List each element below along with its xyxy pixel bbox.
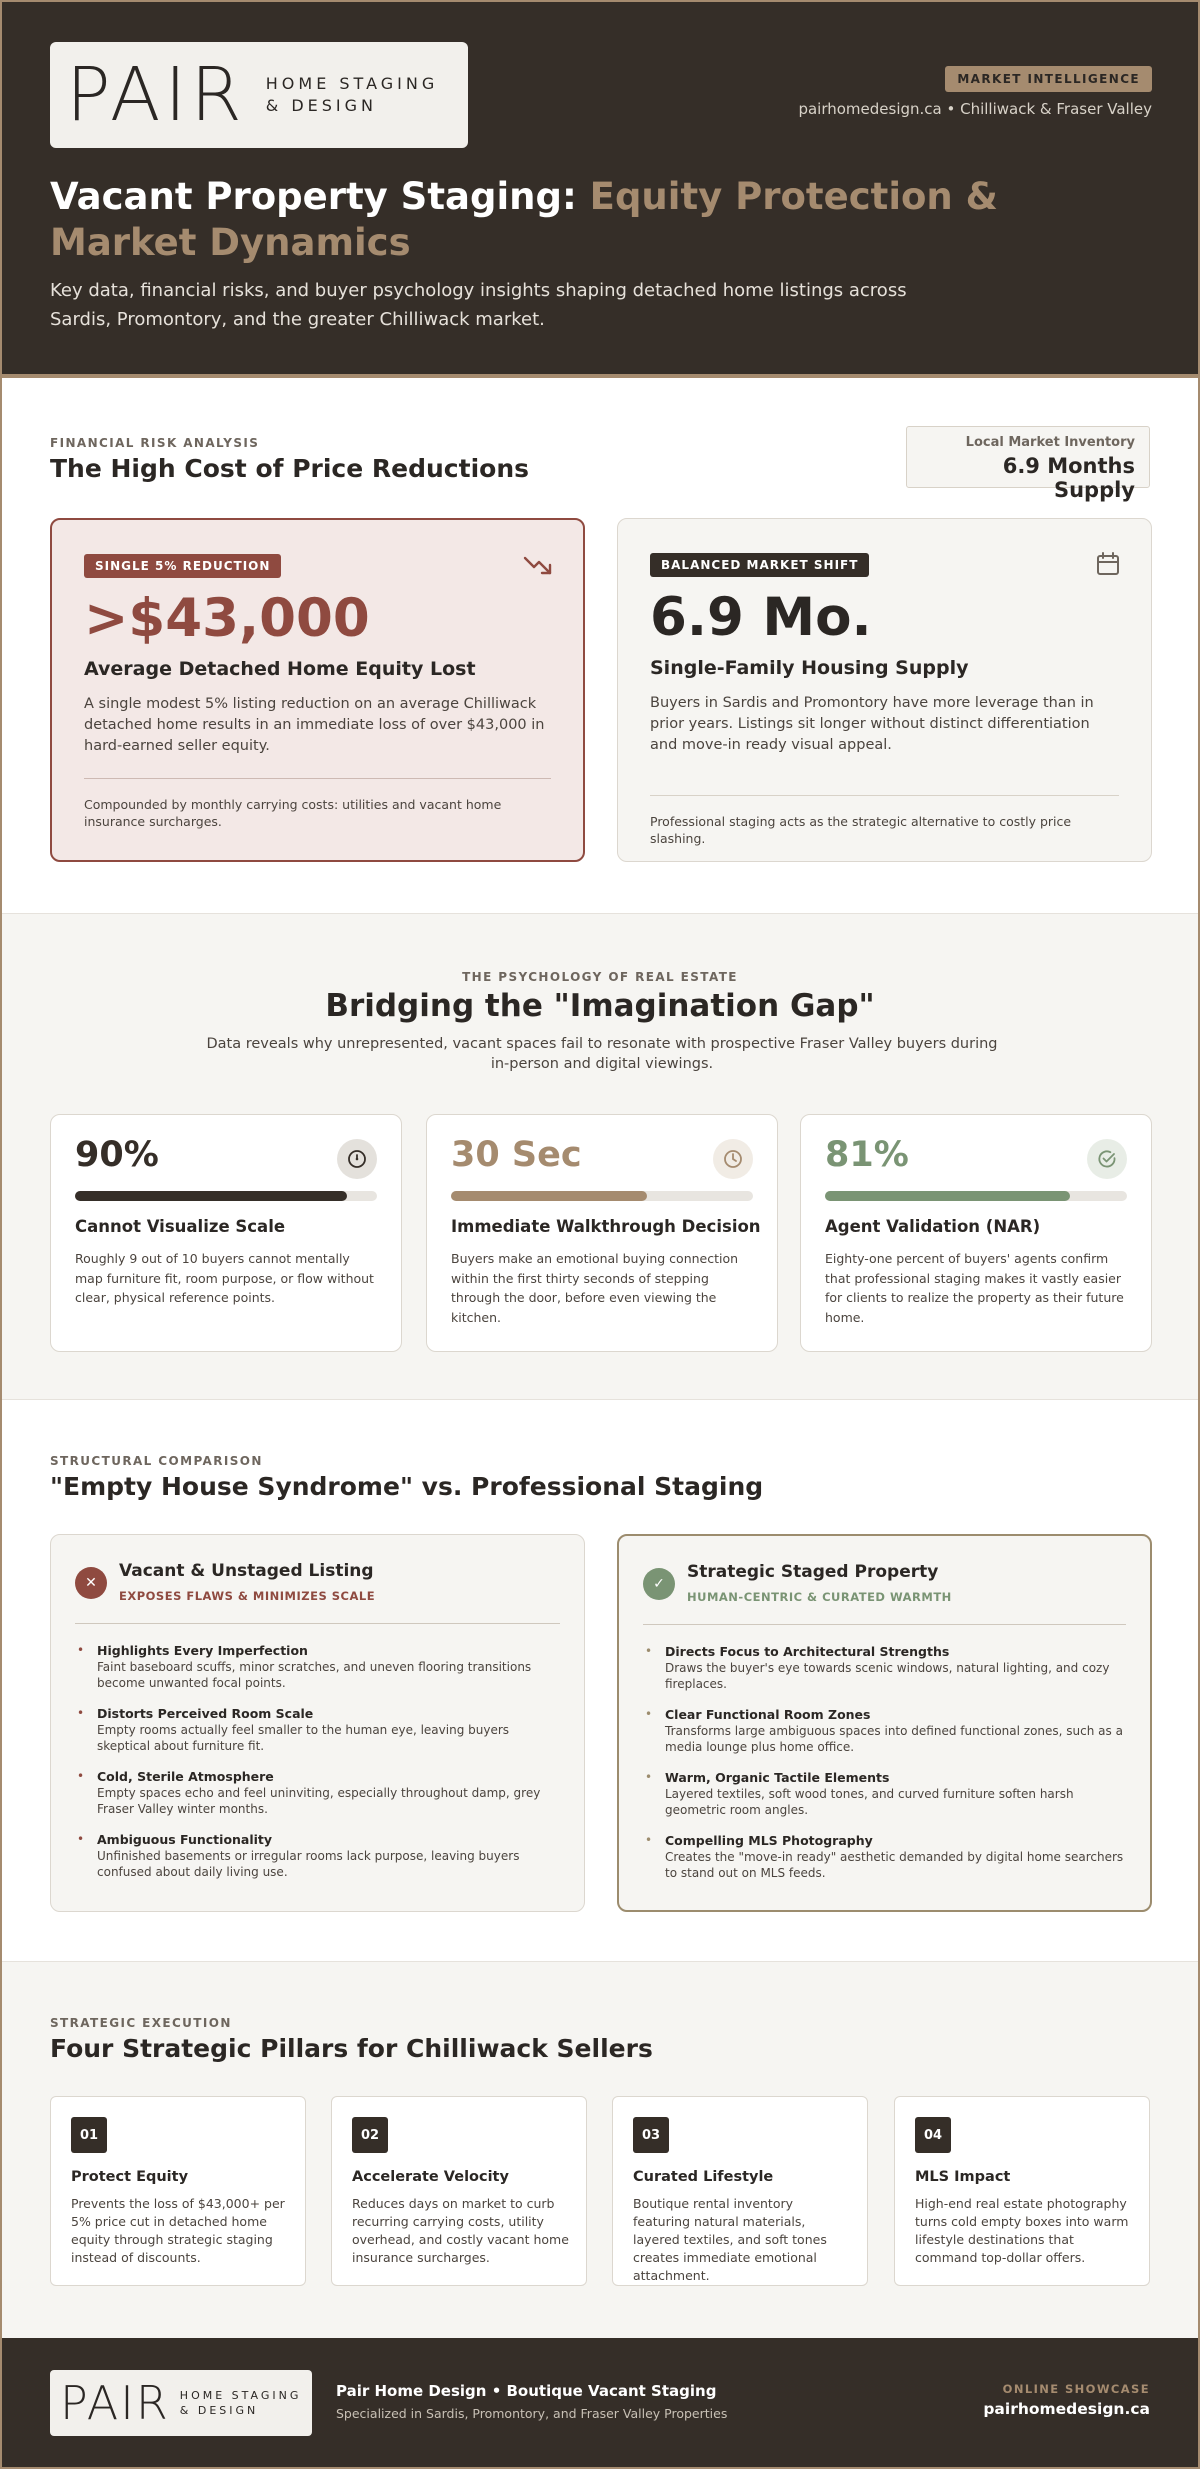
vacant-listing-panel xyxy=(50,1534,585,1912)
footer-website-link[interactable]: pairhomedesign.ca xyxy=(983,2400,1150,2418)
x-icon: ✕ xyxy=(75,1567,107,1599)
psychology-section xyxy=(2,914,1198,1400)
header xyxy=(2,2,1198,378)
bullet-icon: • xyxy=(77,1832,85,1846)
bullet-icon: • xyxy=(645,1707,653,1721)
housing-supply-card xyxy=(617,518,1152,862)
section-title: The High Cost of Price Reductions xyxy=(50,454,530,483)
pillar-text: Prevents the loss of $43,000+ per 5% price cut in detached home equity through strategic staging instead of discounts. xyxy=(71,2196,285,2265)
panel-subtitle: EXPOSES FLAWS & MINIMIZES SCALE xyxy=(119,1589,376,1603)
card-text: A single modest 5% listing reduction on an average Chilliwack detached home results in an immediate loss of over $43,000 in hard-earned seller equity. xyxy=(84,696,545,754)
pillar-number: 03 xyxy=(633,2117,669,2153)
pillar-number: 04 xyxy=(915,2117,951,2153)
stat-title: Immediate Walkthrough Decision xyxy=(451,1217,761,1236)
pillar-title: Accelerate Velocity xyxy=(352,2169,509,2185)
card-tag: BALANCED MARKET SHIFT xyxy=(650,553,869,577)
panel-title: Vacant & Unstaged Listing xyxy=(119,1561,374,1581)
stat-value: 90% xyxy=(75,1135,159,1175)
financial-risk-section xyxy=(2,378,1198,914)
footer-company-name: Pair Home Design • Boutique Vacant Staging xyxy=(336,2382,717,2400)
section-eyebrow: STRUCTURAL COMPARISON xyxy=(50,1454,263,1468)
check-circle-icon xyxy=(1087,1139,1127,1179)
title-accent: Equity Protection & Market Dynamics xyxy=(50,175,998,264)
pillar-card-accelerate-velocity xyxy=(331,2096,587,2286)
stat-value: 81% xyxy=(825,1135,909,1175)
inventory-box xyxy=(906,426,1150,502)
clock-icon xyxy=(713,1139,753,1179)
market-intelligence-badge: MARKET INTELLIGENCE xyxy=(945,66,1152,92)
progress-bar xyxy=(825,1191,1070,1201)
equity-loss-card xyxy=(50,518,585,862)
stat-card-visualize xyxy=(50,1114,402,1352)
card-text: Buyers in Sardis and Promontory have more leverage than in prior years. Listings sit longer without distinct differentiation and move-in ready visual appeal. xyxy=(650,695,1094,753)
pillar-number: 02 xyxy=(352,2117,388,2153)
stat-title: Cannot Visualize Scale xyxy=(75,1217,286,1236)
footer xyxy=(2,2338,1198,2467)
trending-down-icon xyxy=(523,552,553,582)
divider xyxy=(650,795,1119,796)
logo-tagline: HOME STAGING & DESIGN xyxy=(265,74,439,115)
stat-text: Buyers make an emotional buying connection within the first thirty seconds of stepping through the door, before even viewing the kitchen. xyxy=(451,1251,739,1325)
progress-bar xyxy=(451,1191,647,1201)
section-title: Four Strategic Pillars for Chilliwack Sellers xyxy=(50,2034,653,2063)
section-eyebrow: FINANCIAL RISK ANALYSIS xyxy=(50,436,260,450)
check-icon: ✓ xyxy=(643,1568,675,1600)
supply-value: 6.9 Mo. xyxy=(650,587,872,648)
logo-wordmark: PAIR xyxy=(66,52,246,138)
bullet-icon: • xyxy=(77,1706,85,1720)
progress-bar xyxy=(75,1191,347,1201)
list-item: • Compelling MLS Photography Creates the "move-in ready" aesthetic demanded by digital home searchers to stand out on MLS feeds. xyxy=(645,1833,1124,1880)
page-title: Vacant Property Staging: Equity Protection & Market Dynamics xyxy=(50,175,998,264)
panel-subtitle: HUMAN-CENTRIC & CURATED WARMTH xyxy=(687,1590,952,1604)
bullet-icon: • xyxy=(77,1769,85,1783)
brand-logo xyxy=(50,42,468,148)
stat-text: Eighty-one percent of buyers' agents confirm that professional staging makes it vastly easier for clients to realize the property as their future home. xyxy=(825,1251,1124,1325)
vacant-list xyxy=(75,1643,564,1895)
list-item: • Cold, Sterile Atmosphere Empty spaces echo and feel uninviting, especially throughout damp, grey Fraser Valley winter months. xyxy=(77,1769,541,1816)
list-item: • Distorts Perceived Room Scale Empty rooms actually feel smaller to the human eye, leaving buyers skeptical about furniture fit. xyxy=(77,1706,510,1753)
pillar-card-mls-impact xyxy=(894,2096,1150,2286)
pillar-text: Boutique rental inventory featuring natural materials, layered textiles, and soft tones creates immediate emotional attachment. xyxy=(633,2196,827,2283)
inventory-label: Local Market Inventory xyxy=(965,435,1135,450)
progress-track xyxy=(75,1191,377,1201)
comparison-section xyxy=(2,1400,1198,1962)
bullet-icon: • xyxy=(645,1833,653,1847)
pillar-card-curated-lifestyle xyxy=(612,2096,868,2286)
list-item: • Directs Focus to Architectural Strengths Draws the buyer's eye towards scenic windows, natural lighting, and cozy fireplaces. xyxy=(645,1644,1110,1691)
stat-card-agent xyxy=(800,1114,1152,1352)
card-subtitle: Average Detached Home Equity Lost xyxy=(84,658,476,680)
card-footnote: Compounded by monthly carrying costs: utilities and vacant home insurance surcharges. xyxy=(84,797,502,829)
list-item: • Warm, Organic Tactile Elements Layered textiles, soft wood tones, and curved furniture soften harsh geometric room angles. xyxy=(645,1770,1074,1817)
equity-loss-value: >$43,000 xyxy=(84,588,370,649)
pillar-text: High-end real estate photography turns cold empty boxes into warm lifestyle destinations that command top-dollar offers. xyxy=(915,2196,1129,2265)
bullet-icon: • xyxy=(645,1644,653,1658)
stat-card-walkthrough xyxy=(426,1114,778,1352)
progress-track xyxy=(825,1191,1127,1201)
stat-value: 30 Sec xyxy=(451,1135,582,1175)
header-subline: pairhomedesign.ca • Chilliwack & Fraser Valley xyxy=(798,100,1152,118)
card-footnote: Professional staging acts as the strategic alternative to costly price slashing. xyxy=(650,814,1072,846)
pillar-title: MLS Impact xyxy=(915,2169,1011,2185)
progress-track xyxy=(451,1191,753,1201)
pillars-section xyxy=(2,1962,1198,2338)
stat-title: Agent Validation (NAR) xyxy=(825,1217,1041,1236)
footer-logo xyxy=(50,2370,312,2436)
section-eyebrow: THE PSYCHOLOGY OF REAL ESTATE xyxy=(462,970,738,984)
gauge-icon xyxy=(337,1139,377,1179)
stat-text: Roughly 9 out of 10 buyers cannot mentally map furniture fit, room purpose, or flow without clear, physical reference points. xyxy=(75,1251,374,1305)
section-description: Data reveals why unrepresented, vacant spaces fail to resonate with prospective Fraser Valley buyers during in-person and digital viewings. xyxy=(206,1036,998,1072)
list-item: • Ambiguous Functionality Unfinished basements or irregular rooms lack purpose, leaving buyers confused about daily living use. xyxy=(77,1832,520,1879)
divider xyxy=(75,1623,560,1624)
list-item: • Clear Functional Room Zones Transforms large ambiguous spaces into defined functional zones, such as a media lounge plus home office. xyxy=(645,1707,1123,1754)
calendar-icon xyxy=(1095,551,1121,581)
footer-showcase-label: ONLINE SHOWCASE xyxy=(1002,2382,1150,2396)
bullet-icon: • xyxy=(77,1643,85,1657)
pillar-card-protect-equity xyxy=(50,2096,306,2286)
card-subtitle: Single-Family Housing Supply xyxy=(650,657,969,679)
section-eyebrow: STRATEGIC EXECUTION xyxy=(50,2016,232,2030)
list-item: • Highlights Every Imperfection Faint baseboard scuffs, minor scratches, and uneven flooring transitions become unwanted focal points. xyxy=(77,1643,532,1690)
logo-tagline: HOME STAGING & DESIGN xyxy=(179,2389,302,2417)
section-title: Bridging the "Imagination Gap" xyxy=(325,988,875,1024)
panel-title: Strategic Staged Property xyxy=(687,1562,939,1582)
staged-list xyxy=(643,1644,1130,1896)
page-description: Key data, financial risks, and buyer psychology insights shaping detached home listings across Sardis, Promontory, and the greater Chilliwack market. xyxy=(50,280,907,330)
inventory-value: 6.9 Months Supply xyxy=(1002,454,1135,502)
pillar-title: Curated Lifestyle xyxy=(633,2169,774,2185)
bullet-icon: • xyxy=(645,1770,653,1784)
staged-property-panel xyxy=(617,1534,1152,1912)
card-tag: SINGLE 5% REDUCTION xyxy=(84,554,281,578)
divider xyxy=(84,778,551,779)
section-title: "Empty House Syndrome" vs. Professional Staging xyxy=(50,1472,764,1501)
footer-tagline: Specialized in Sardis, Promontory, and Fraser Valley Properties xyxy=(336,2406,728,2421)
pillar-number: 01 xyxy=(71,2117,107,2153)
pillar-text: Reduces days on market to curb recurring carrying costs, utility overhead, and costly vacant home insurance surcharges. xyxy=(352,2196,569,2265)
divider xyxy=(643,1624,1126,1625)
pillar-title: Protect Equity xyxy=(71,2169,189,2185)
logo-wordmark: PAIR xyxy=(60,2376,170,2430)
